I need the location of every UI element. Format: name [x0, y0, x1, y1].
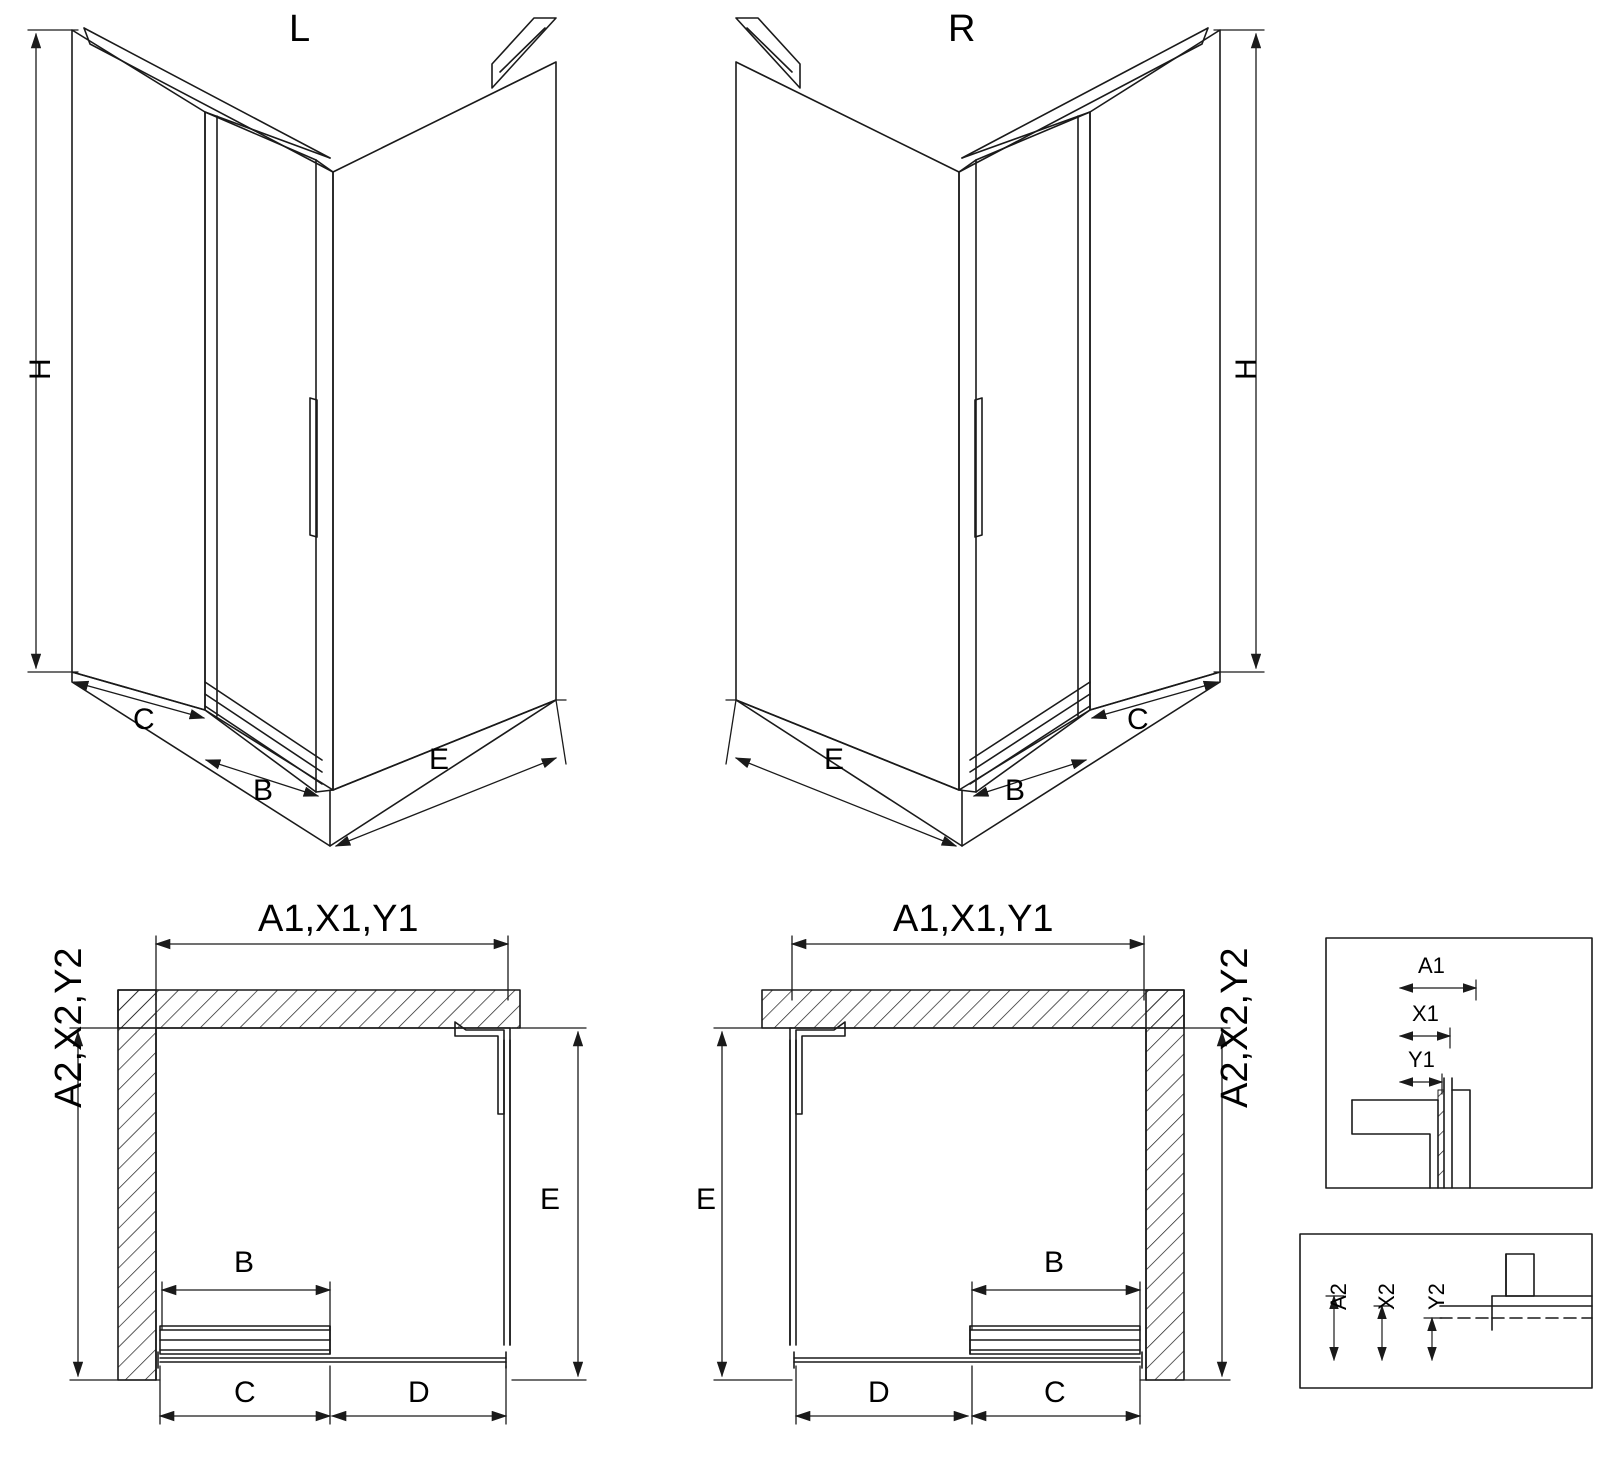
detail-top-y1-label: Y1	[1408, 1047, 1435, 1072]
plan-right-side-label: A2,X2,Y2	[1214, 947, 1256, 1108]
detail-top-geometry	[1326, 938, 1592, 1188]
plan-left-e-label: E	[540, 1183, 561, 1216]
plan-left-b-label: B	[234, 1246, 255, 1279]
iso-right-height-label: H	[1230, 358, 1263, 380]
plan-right-e-label: E	[696, 1183, 717, 1216]
detail-bottom-a2-label: A2	[1326, 1283, 1351, 1310]
iso-left-b-label: B	[253, 774, 274, 807]
plan-right-b-label: B	[1044, 1246, 1065, 1279]
detail-bottom-y2-label: Y2	[1424, 1283, 1449, 1310]
detail-top-a1-label: A1	[1418, 953, 1445, 978]
plan-left-c-label: C	[234, 1376, 256, 1409]
iso-right-c-label: C	[1127, 703, 1149, 736]
plan-left-geometry	[118, 990, 520, 1380]
iso-left-e-label: E	[429, 743, 450, 776]
detail-top-dimensions	[1400, 980, 1476, 1094]
iso-left-c-label: C	[133, 703, 155, 736]
plan-right-d-label: D	[868, 1376, 890, 1409]
plan-left-d-label: D	[408, 1376, 430, 1409]
plan-right-c-label: C	[1044, 1376, 1066, 1409]
iso-right-title: R	[948, 8, 976, 50]
iso-left-title: L	[289, 8, 311, 50]
iso-left-height-label: H	[24, 358, 57, 380]
detail-top-x1-label: X1	[1412, 1001, 1439, 1026]
plan-left-side-label: A2,X2,Y2	[48, 947, 90, 1108]
detail-bottom-geometry	[1300, 1234, 1592, 1388]
plan-right-geometry	[762, 990, 1184, 1380]
plan-left-top-label: A1,X1,Y1	[258, 898, 419, 940]
iso-right-b-label: B	[1005, 774, 1026, 807]
iso-right-e-label: E	[824, 743, 845, 776]
detail-bottom-x2-label: X2	[1374, 1283, 1399, 1310]
plan-right-top-label: A1,X1,Y1	[893, 898, 1054, 940]
